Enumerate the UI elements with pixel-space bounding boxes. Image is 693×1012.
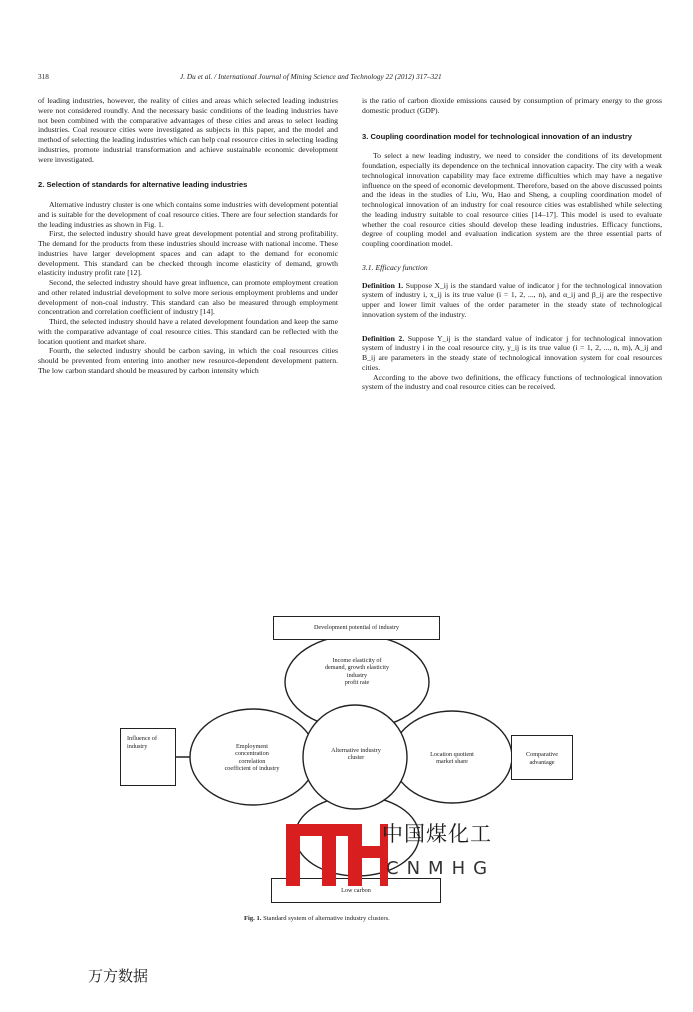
label-line: Employment	[236, 743, 268, 750]
logo-bar	[322, 824, 336, 886]
label-line: Alternative industry	[331, 747, 381, 754]
paragraph: of leading industries, however, the reality of cities and areas which selected leading industries were not considered roundly. And the necessary basic conditions of the leading industries have not been combined with the comparative advantages of these cities and areas to select leading industries. Coal resource cities were investigated as subjects in this paper, and the model and method of selecting the leading industries which can help coal resource cities in selecting leading industries, promote industrial transformation and achieve sustainable economic development were investigated.	[38, 96, 338, 164]
paragraph: Second, the selected industry should have great influence, can promote employment creation and other related industrial development to solve more serious employment problems and under development of non-coal industry. This standard can also be measured through employment concentration and correlation coefficient of industry [14].	[38, 278, 338, 317]
label-line: demand, growth elasticity	[324, 664, 390, 672]
label-line: concentration	[235, 750, 269, 758]
definition-text: Suppose X_ij is the standard value of indicator j for the technological innovation system of industry i, x_ij is its true value (i = 1, 2, ..., n), and α_ij and β_ij are the respective upper and lower limit values of the order parameter in the steady state of technological innovation system of the industry.	[362, 280, 663, 319]
label-line: Influence of	[127, 735, 158, 742]
label-line: industry	[346, 671, 368, 679]
box-development-potential: Development potential of industry	[273, 616, 440, 640]
center-text	[318, 747, 394, 762]
label-line: market share	[436, 758, 468, 766]
label-line: Income elasticity of	[332, 657, 382, 664]
label-line: coefficient of industry	[224, 765, 280, 773]
label-line: advantage	[529, 758, 555, 766]
logo-bar	[362, 846, 380, 858]
watermark-cn-text: 中国煤化工	[382, 822, 492, 846]
section-heading: 2. Selection of standards for alternative leading industries	[38, 180, 248, 190]
page-number: 318	[38, 73, 49, 81]
label-line: cluster	[347, 754, 365, 762]
top-ellipse-text	[300, 657, 414, 687]
logo-bar	[348, 824, 362, 886]
subsection-heading: 3.1. Efficacy function	[362, 262, 428, 272]
paragraph: Alternative industry cluster is one which contains some industries with development potential and is suitable for the development of coal resource cities. There are four selection standards for the leading industries as shown in Fig. 1.	[38, 200, 338, 229]
label-line: correlation	[238, 757, 266, 765]
section-heading: 3. Coupling coordination model for technological innovation of an industry	[362, 131, 633, 141]
logo-bar	[336, 824, 348, 836]
paragraph: Third, the selected industry should have a related development foundation and keep the same with the comparative advantage of coal resource cities. This standard can be reflected with the location quotient and market share.	[38, 317, 338, 346]
box-low-carbon: Low carbon	[271, 878, 441, 903]
label-line: Location quotient	[430, 751, 474, 758]
source-footer: 万方数据	[88, 967, 149, 985]
label-line: Comparative	[526, 751, 558, 758]
box-comparative-advantage	[511, 735, 573, 780]
box-influence	[120, 728, 176, 786]
right-ellipse-text	[412, 751, 492, 766]
caption-text: Standard system of alternative industry clusters.	[263, 915, 390, 922]
caption-label: Fig. 1.	[244, 915, 262, 922]
logo-bar	[286, 824, 300, 886]
watermark-en-text: CNMHG	[386, 858, 496, 879]
paragraph: Fourth, the selected industry should be carbon saving, in which the coal resources cities should be prevented from entering into another new resource-dependent development pattern. The low carbon standard should be measured by carbon intensity which	[38, 346, 338, 375]
logo-bar	[300, 824, 322, 836]
paragraph: To select a new leading industry, we need to consider the conditions of its development foundation, especially its dependence on the technical innovation capacity. The city with a weak technological innovation capability may face extreme difficulties which may have a negative influence on the speed of economic development. Therefore, based on the above discussed points and the ideas in the studies of Liu, Wu, Hao and Sheng, a coupling coordination model of technological innovation of an industry for coal resource cities was established while selecting the leading industry suitable to coal resource cities [14–17]. This model is used to evaluate whether the coal resource cities should develop these leading industries. Efficacy functions, degree of coupling model and evaluation indication system are the three essential parts of coupling coordination model.	[362, 151, 662, 248]
left-ellipse-text	[206, 743, 298, 773]
paragraph: First, the selected industry should have great development potential and strong profitability. The demand for the products from these industries should increase with national income. These industries have larger development spaces and can adapt to the demand for economic development. This standard can be checked through income elasticity of demand, growth elasticity industry profit rate [12].	[38, 229, 338, 278]
paragraph: According to the above two definitions, the efficacy functions of technological innovation system of the industry and coal resource cities can be received.	[362, 372, 662, 392]
label-line: industry	[127, 742, 148, 750]
journal-running-head: J. Du et al. / International Journal of Mining Science and Technology 22 (2012) 317–321	[180, 73, 442, 81]
paragraph: is the ratio of carbon dioxide emissions caused by consumption of primary energy to the gross domestic product (GDP).	[362, 96, 662, 115]
definition-label: Definition 1.	[362, 280, 404, 290]
label-line: profit rate	[344, 679, 370, 687]
definition-text: Suppose Y_ij is the standard value of indicator j for technological innovation system of industry i in the coal resource city, y_ij is its true value (i = 1, 2, ..., n, m), A_ij and B_ij are parameters in the steady state of technological innovation system for coal resources cities.	[362, 333, 663, 372]
definition-label: Definition 2.	[362, 333, 405, 343]
figure-caption	[244, 915, 390, 922]
